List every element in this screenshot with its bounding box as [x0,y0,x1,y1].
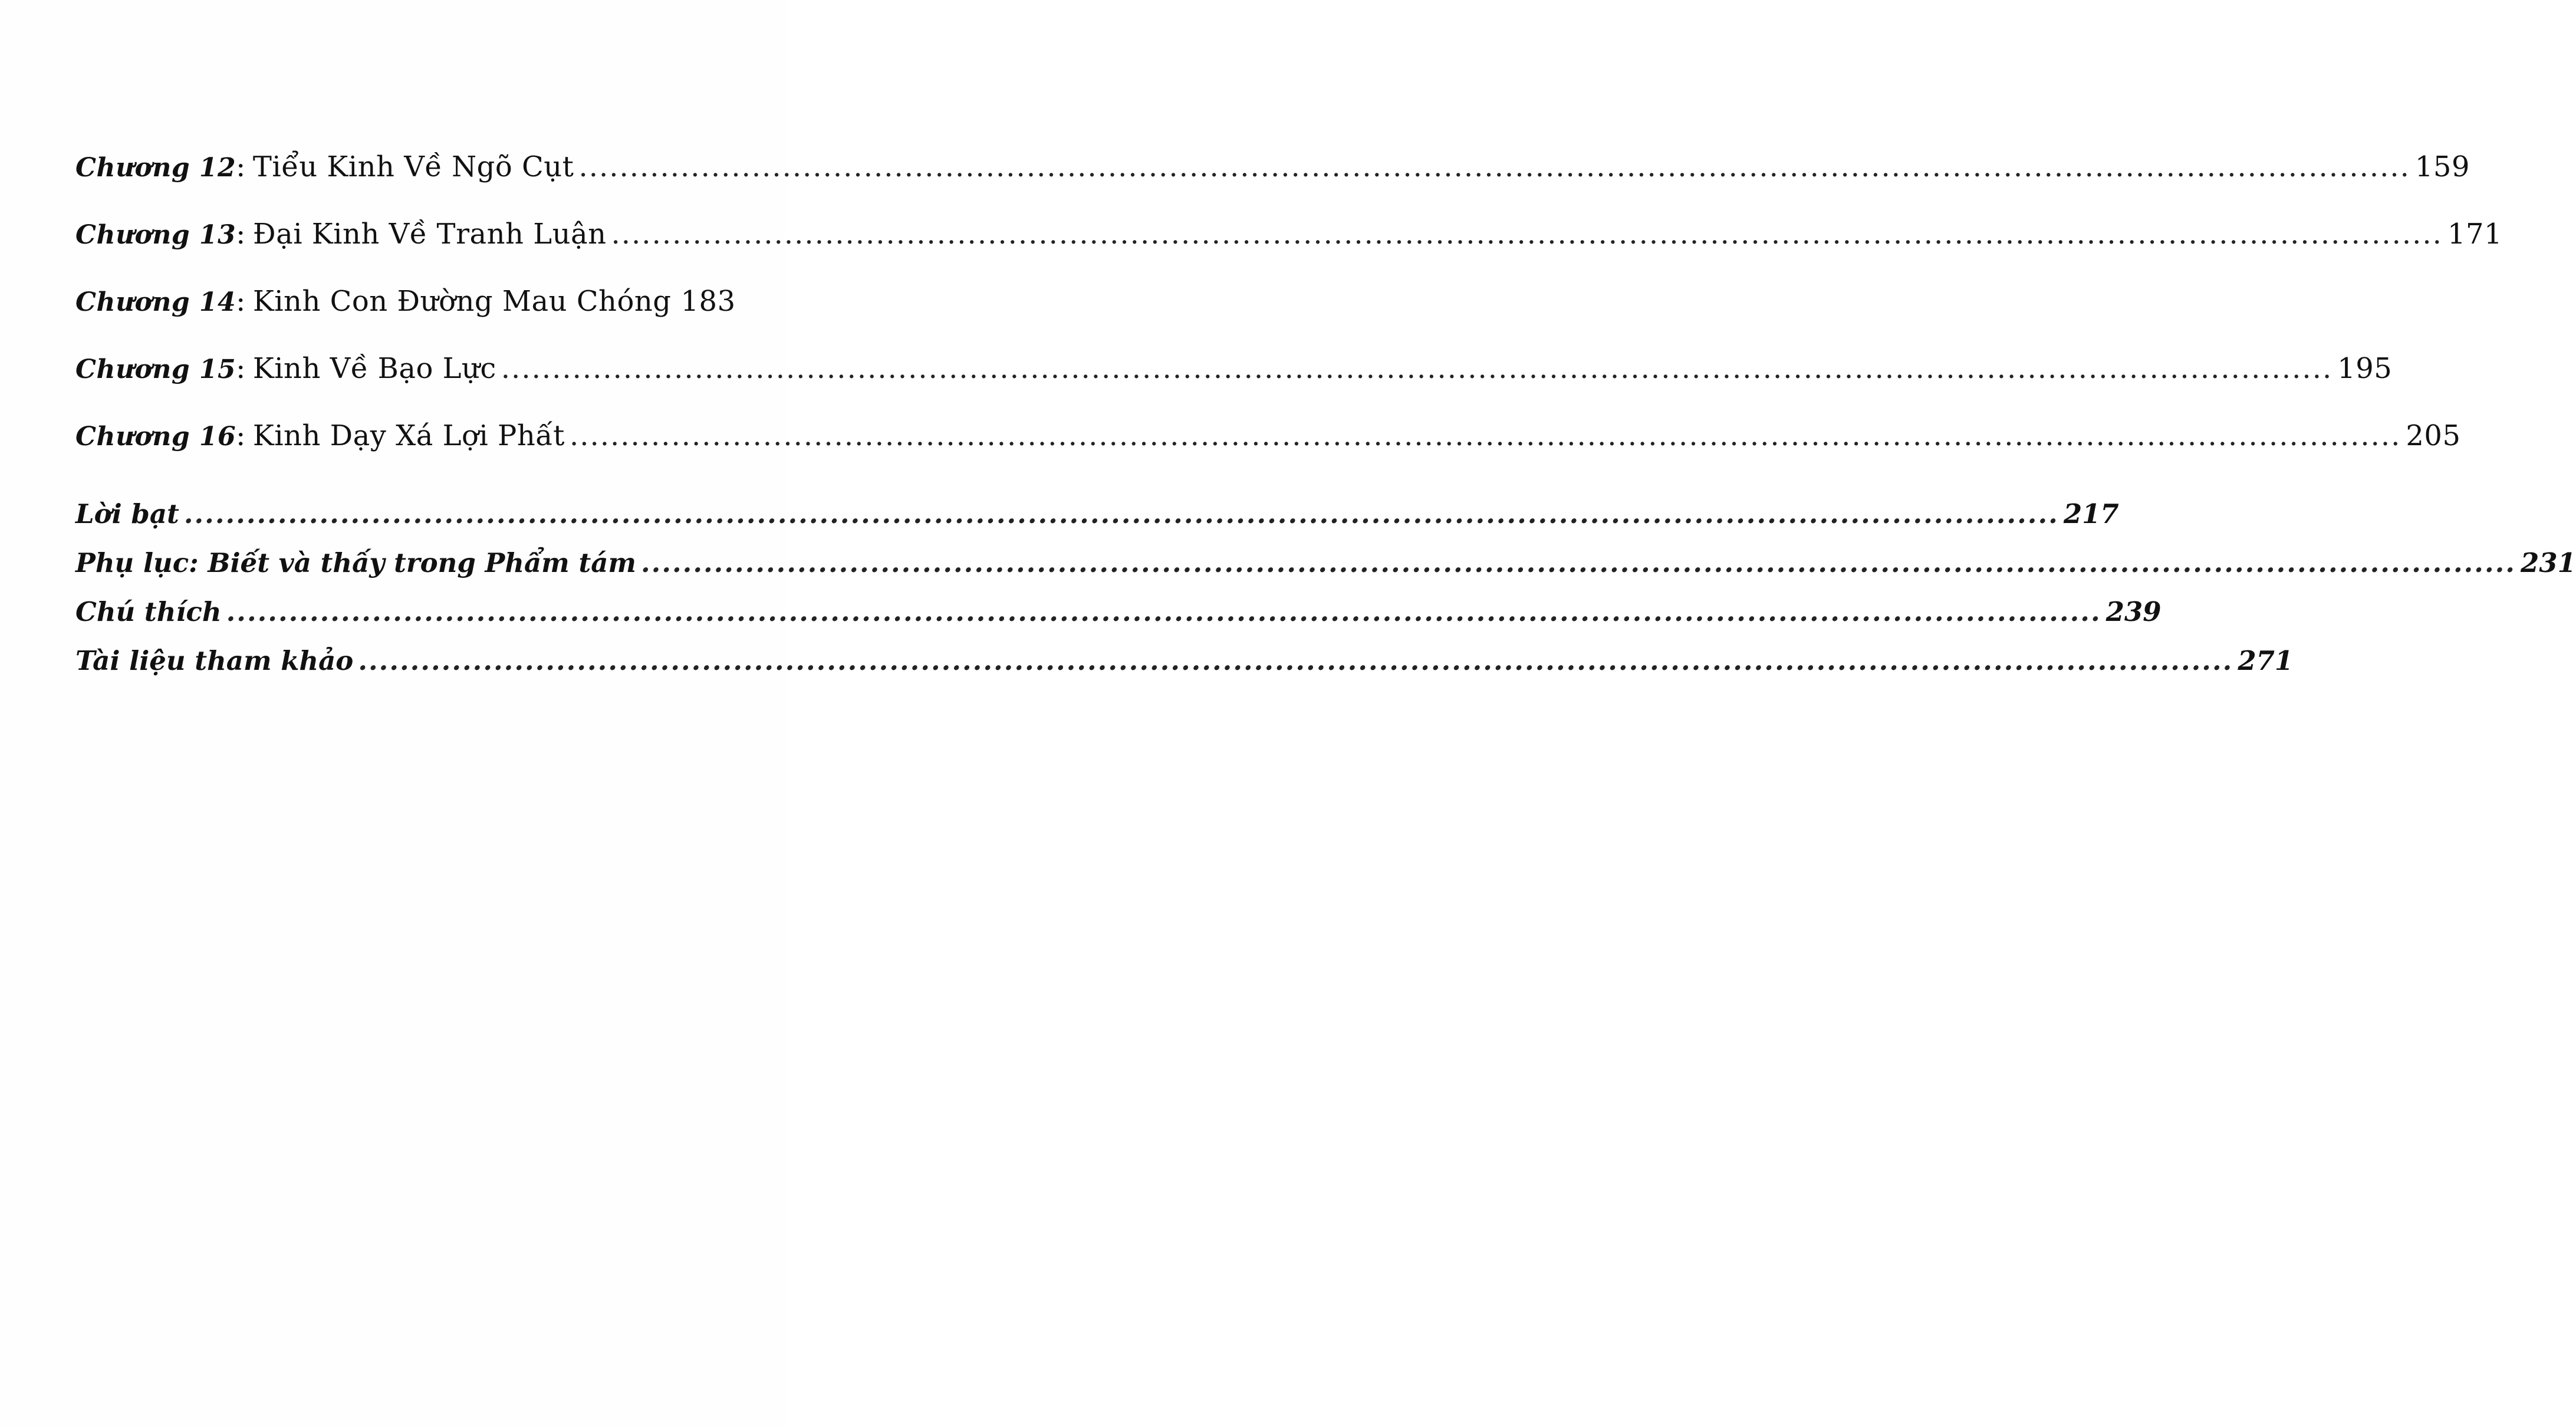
entry-title: Lời bạt [75,498,179,530]
chapter-separator: : [236,285,246,318]
chapter-title: Kinh Dạy Xá Lợi Phất [252,419,565,452]
page-number: 205 [2406,419,2461,452]
toc-entry-appendix[interactable] [75,547,2576,596]
chapter-title: Kinh Về Bạo Lực [252,352,496,385]
page-number: 217 [2063,498,2119,530]
toc-entry-afterword[interactable] [75,498,2119,547]
toc-entry-chapter-15[interactable] [75,352,2393,419]
entry-title: Chú thích [75,596,222,627]
chapter-label: Chương 13 [75,220,236,250]
entry-title: Phụ lục: Biết và thấy trong Phẩm tám [75,547,636,578]
toc-entry-notes[interactable] [75,596,2162,645]
dot-leader [358,645,2233,676]
chapter-label: Chương 16 [75,422,236,452]
dot-leader [641,547,2516,578]
chapter-title: Kinh Con Đường Mau Chóng [252,285,672,318]
page-number: 271 [2238,645,2294,676]
toc-entry-chapter-13[interactable] [75,218,2503,285]
page-number: 159 [2414,150,2470,183]
toc-entry-chapter-16[interactable] [75,419,2461,486]
chapter-list [75,150,2503,486]
chapter-separator: : [236,419,246,452]
dot-leader [570,419,2401,452]
page-number: 171 [2447,218,2503,251]
chapter-separator: : [236,352,246,385]
toc-entry-references[interactable] [75,645,2294,694]
chapter-title: Đại Kinh Về Tranh Luận [252,218,607,251]
dot-leader [501,352,2332,385]
dot-leader [184,498,2059,530]
chapter-separator: : [236,218,246,251]
toc-entry-chapter-12[interactable] [75,150,2470,218]
dot-leader [611,218,2443,251]
page-number: 239 [2105,596,2162,627]
chapter-label: Chương 12 [75,153,236,183]
page-number: 195 [2337,352,2393,385]
page-number: 183 [680,285,736,318]
toc-entry-chapter-14[interactable] [75,285,736,352]
page-number: 231 [2520,547,2576,578]
back-matter-list [75,498,2576,694]
chapter-title: Tiểu Kinh Về Ngõ Cụt [252,150,574,183]
entry-title: Tài liệu tham khảo [75,645,354,676]
chapter-separator: : [236,150,246,183]
dot-leader [226,596,2101,627]
chapter-label: Chương 15 [75,354,236,384]
chapter-label: Chương 14 [75,287,236,317]
dot-leader [578,150,2410,183]
